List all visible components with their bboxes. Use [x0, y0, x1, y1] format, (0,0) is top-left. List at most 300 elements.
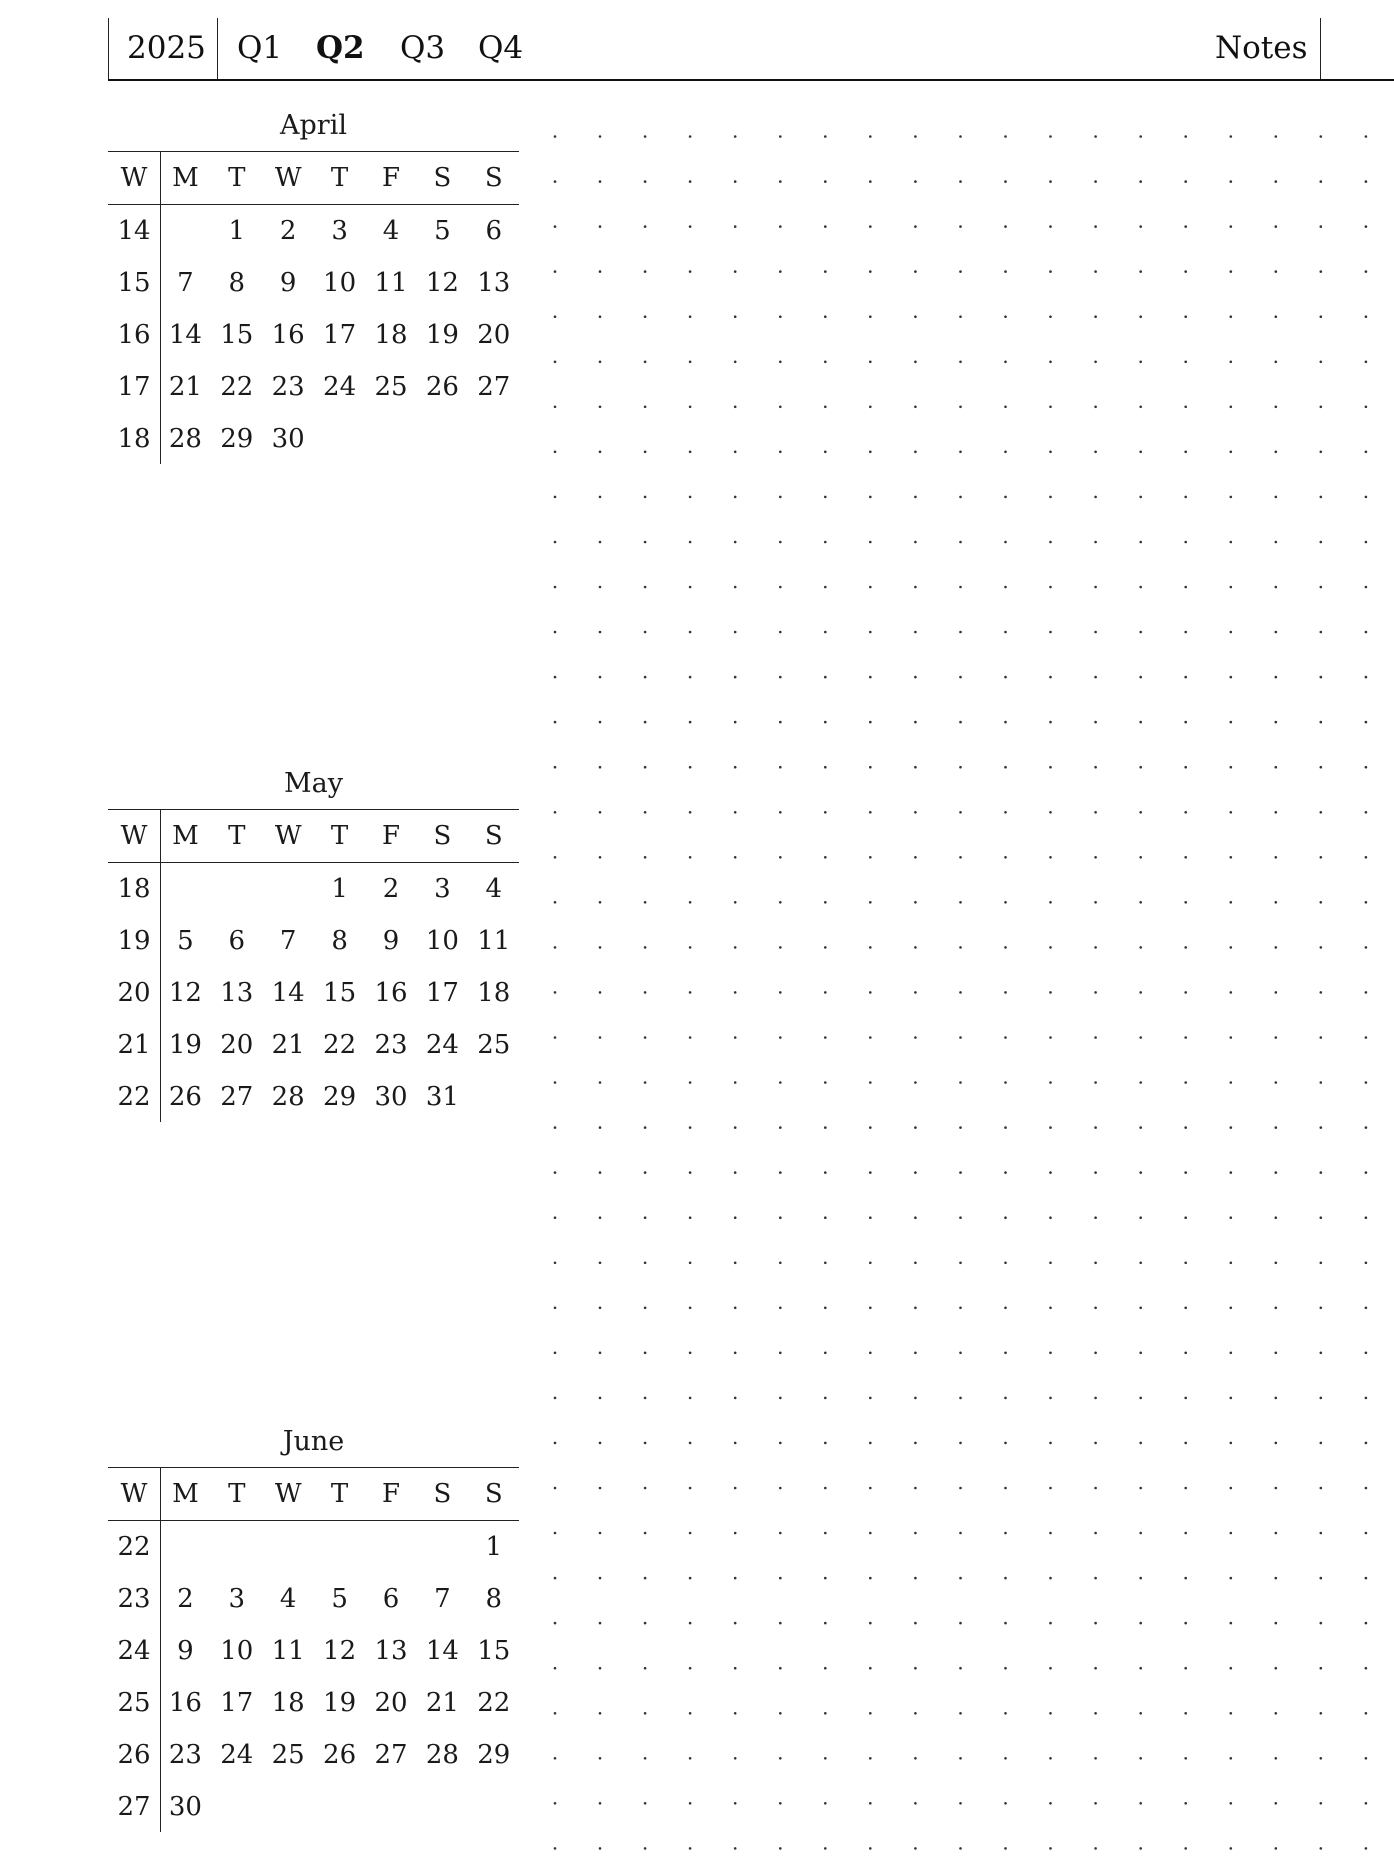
day-cell[interactable]: 25: [374, 372, 408, 402]
day-cell[interactable]: 20: [220, 1030, 254, 1060]
day-cell[interactable]: 23: [271, 372, 305, 402]
grid-dot: [1275, 1036, 1278, 1039]
grid-dot: [1275, 1307, 1278, 1310]
grid-dot: [869, 901, 872, 904]
day-cell[interactable]: 9: [177, 1636, 194, 1666]
day-cell[interactable]: 20: [374, 1688, 408, 1718]
day-cell[interactable]: 10: [323, 268, 357, 298]
grid-dot: [959, 180, 962, 183]
grid-dot: [689, 811, 692, 814]
grid-dot: [824, 811, 827, 814]
week-number[interactable]: 20: [117, 978, 151, 1008]
day-cell[interactable]: 28: [425, 1740, 459, 1770]
grid-dot: [1049, 1847, 1052, 1850]
grid-dot: [1094, 1126, 1097, 1129]
grid-dot: [1275, 1622, 1278, 1625]
grid-dot: [554, 1352, 557, 1355]
grid-dot: [1365, 1126, 1368, 1129]
day-cell[interactable]: 9: [279, 268, 297, 298]
grid-dot: [1094, 676, 1097, 679]
day-cell[interactable]: 29: [323, 1082, 357, 1112]
week-number[interactable]: 19: [117, 926, 151, 956]
grid-dot: [914, 496, 917, 499]
day-cell[interactable]: 5: [331, 1584, 348, 1614]
grid-dot: [914, 946, 917, 949]
grid-dot: [1049, 1397, 1052, 1400]
tab-q3[interactable]: Q3: [400, 30, 446, 66]
grid-dot: [1184, 1216, 1187, 1219]
grid-dot: [824, 315, 827, 318]
grid-dot: [1230, 135, 1233, 138]
grid-dot: [1320, 766, 1323, 769]
day-cell[interactable]: 30: [168, 1792, 202, 1822]
day-cell[interactable]: 18: [374, 320, 408, 350]
grid-dot: [914, 631, 917, 634]
day-cell[interactable]: 21: [425, 1688, 459, 1718]
grid-dot: [1275, 856, 1278, 859]
day-cell[interactable]: 17: [425, 978, 459, 1008]
day-cell[interactable]: 26: [168, 1082, 202, 1112]
day-cell[interactable]: 18: [477, 978, 511, 1008]
grid-dot: [1049, 1757, 1052, 1760]
week-number[interactable]: 17: [117, 372, 151, 402]
week-number[interactable]: 18: [117, 874, 151, 904]
grid-dot: [1184, 856, 1187, 859]
day-cell[interactable]: 31: [425, 1082, 459, 1112]
day-cell[interactable]: 2: [382, 874, 400, 904]
grid-dot: [1094, 766, 1097, 769]
week-number[interactable]: 15: [117, 268, 151, 298]
grid-dot: [1365, 586, 1368, 589]
weekday-header: W: [274, 821, 302, 851]
day-cell[interactable]: 15: [477, 1636, 511, 1666]
grid-dot: [734, 631, 737, 634]
grid-dot: [1004, 721, 1007, 724]
grid-dot: [1275, 901, 1278, 904]
grid-dot: [779, 541, 782, 544]
grid-dot: [824, 991, 827, 994]
grid-dot: [644, 1712, 647, 1715]
day-cell[interactable]: 23: [168, 1740, 202, 1770]
day-cell[interactable]: 5: [434, 216, 451, 246]
day-cell[interactable]: 3: [228, 1584, 246, 1614]
grid-dot: [689, 135, 692, 138]
grid-dot: [824, 1442, 827, 1445]
grid-dot: [554, 1307, 557, 1310]
grid-dot: [1184, 1802, 1187, 1805]
grid-dot: [1139, 135, 1142, 138]
empty-day-cell: [416, 413, 468, 465]
grid-dot: [1049, 541, 1052, 544]
grid-dot: [1275, 1081, 1278, 1084]
grid-dot: [1004, 1487, 1007, 1490]
grid-dot: [734, 1847, 737, 1850]
grid-dot: [1320, 1667, 1323, 1670]
day-cell[interactable]: 14: [168, 320, 202, 350]
day-cell[interactable]: 24: [220, 1740, 254, 1770]
grid-dot: [1275, 225, 1278, 228]
day-cell[interactable]: 25: [477, 1030, 511, 1060]
grid-dot: [1139, 856, 1142, 859]
notes-link[interactable]: Notes: [1215, 30, 1308, 66]
empty-day-cell: [262, 863, 314, 915]
grid-dot: [914, 721, 917, 724]
weekday-header: S: [433, 1479, 452, 1509]
grid-dot: [1004, 406, 1007, 409]
year-link[interactable]: 2025: [127, 30, 206, 66]
grid-dot: [1004, 811, 1007, 814]
day-cell[interactable]: 6: [228, 926, 246, 956]
tab-q4[interactable]: Q4: [478, 30, 524, 66]
day-cell[interactable]: 22: [477, 1688, 511, 1718]
day-cell[interactable]: 4: [279, 1584, 297, 1614]
grid-dot: [914, 1036, 917, 1039]
grid-dot: [1004, 496, 1007, 499]
grid-dot: [1004, 1036, 1007, 1039]
grid-dot: [1049, 856, 1052, 859]
grid-dot: [1230, 270, 1233, 273]
day-cell[interactable]: 11: [374, 268, 408, 298]
grid-dot: [1275, 541, 1278, 544]
grid-dot: [599, 315, 602, 318]
grid-dot: [1275, 1757, 1278, 1760]
day-cell[interactable]: 16: [374, 978, 408, 1008]
week-number[interactable]: 16: [117, 320, 151, 350]
day-cell[interactable]: 9: [382, 926, 400, 956]
grid-dot: [1320, 1622, 1323, 1625]
grid-dot: [689, 1622, 692, 1625]
grid-dot: [914, 1442, 917, 1445]
grid-dot: [779, 1487, 782, 1490]
grid-dot: [1275, 406, 1278, 409]
day-cell[interactable]: 24: [323, 372, 357, 402]
day-cell[interactable]: 8: [485, 1584, 503, 1614]
grid-dot: [959, 1622, 962, 1625]
day-cell[interactable]: 27: [220, 1082, 254, 1112]
month-title[interactable]: June: [282, 1426, 345, 1457]
day-cell[interactable]: 1: [228, 216, 246, 246]
grid-dot: [1365, 856, 1368, 859]
day-cell[interactable]: 1: [331, 874, 348, 904]
week-number[interactable]: 22: [117, 1532, 151, 1562]
day-cell[interactable]: 28: [168, 424, 202, 454]
day-cell[interactable]: 29: [477, 1740, 511, 1770]
day-cell[interactable]: 17: [220, 1688, 254, 1718]
grid-dot: [869, 1216, 872, 1219]
grid-dot: [599, 1126, 602, 1129]
grid-dot: [599, 901, 602, 904]
grid-dot: [1230, 315, 1233, 318]
grid-dot: [959, 135, 962, 138]
grid-dot: [1139, 541, 1142, 544]
grid-dot: [1365, 1081, 1368, 1084]
grid-dot: [1275, 1577, 1278, 1580]
grid-dot: [644, 1081, 647, 1084]
week-number[interactable]: 25: [117, 1688, 151, 1718]
day-cell[interactable]: 2: [279, 216, 297, 246]
day-cell[interactable]: 4: [485, 874, 503, 904]
week-number[interactable]: 21: [117, 1030, 151, 1060]
empty-day-cell: [211, 863, 263, 915]
week-number[interactable]: 22: [117, 1082, 151, 1112]
grid-dot: [1094, 315, 1097, 318]
grid-dot: [824, 1712, 827, 1715]
day-cell[interactable]: 7: [177, 268, 194, 298]
day-cell[interactable]: 11: [271, 1636, 305, 1666]
grid-dot: [1004, 1712, 1007, 1715]
grid-dot: [1320, 1847, 1323, 1850]
grid-dot: [1094, 135, 1097, 138]
weekday-header: W: [274, 163, 302, 193]
weekday-header: F: [381, 1479, 401, 1509]
grid-dot: [1184, 1397, 1187, 1400]
day-cell[interactable]: 24: [425, 1030, 459, 1060]
grid-dot: [779, 1081, 782, 1084]
grid-dot: [869, 1622, 872, 1625]
grid-dot: [599, 1442, 602, 1445]
grid-dot: [869, 270, 872, 273]
day-cell[interactable]: 19: [425, 320, 459, 350]
day-cell[interactable]: 22: [323, 1030, 357, 1060]
day-cell[interactable]: 19: [168, 1030, 202, 1060]
grid-dot: [779, 1712, 782, 1715]
grid-dot: [1004, 1757, 1007, 1760]
grid-dot: [824, 406, 827, 409]
grid-dot: [1320, 225, 1323, 228]
grid-dot: [824, 1126, 827, 1129]
grid-dot: [1275, 1397, 1278, 1400]
tab-q2[interactable]: Q2: [316, 30, 365, 66]
grid-dot: [1365, 1352, 1368, 1355]
day-cell[interactable]: 11: [477, 926, 511, 956]
day-cell[interactable]: 23: [374, 1030, 408, 1060]
week-number[interactable]: 26: [117, 1740, 151, 1770]
grid-dot: [914, 541, 917, 544]
grid-dot: [644, 946, 647, 949]
grid-dot: [824, 1622, 827, 1625]
week-row: [108, 1729, 519, 1781]
grid-dot: [1184, 496, 1187, 499]
grid-dot: [599, 135, 602, 138]
grid-dot: [914, 1577, 917, 1580]
grid-dot: [1049, 1532, 1052, 1535]
grid-dot: [1139, 721, 1142, 724]
day-cell[interactable]: 13: [220, 978, 254, 1008]
day-cell[interactable]: 30: [271, 424, 305, 454]
day-cell[interactable]: 30: [374, 1082, 408, 1112]
grid-dot: [734, 1667, 737, 1670]
grid-dot: [779, 1802, 782, 1805]
day-cell[interactable]: 12: [168, 978, 202, 1008]
grid-dot: [779, 766, 782, 769]
grid-dot: [599, 811, 602, 814]
grid-dot: [689, 361, 692, 364]
grid-dot: [599, 496, 602, 499]
tab-q1[interactable]: Q1: [237, 30, 283, 66]
day-cell[interactable]: 28: [271, 1082, 305, 1112]
grid-dot: [779, 1216, 782, 1219]
day-cell[interactable]: 3: [434, 874, 451, 904]
week-number[interactable]: 23: [117, 1584, 151, 1614]
day-cell[interactable]: 1: [485, 1532, 503, 1562]
grid-dot: [644, 225, 647, 228]
day-cell[interactable]: 25: [271, 1740, 305, 1770]
grid-dot: [644, 631, 647, 634]
grid-dot: [554, 1171, 557, 1174]
day-cell[interactable]: 27: [374, 1740, 408, 1770]
day-cell[interactable]: 27: [477, 372, 511, 402]
grid-dot: [1365, 901, 1368, 904]
grid-dot: [1320, 1171, 1323, 1174]
day-cell[interactable]: 21: [168, 372, 202, 402]
grid-dot: [1275, 676, 1278, 679]
month-title[interactable]: May: [284, 768, 343, 799]
grid-dot: [824, 1036, 827, 1039]
day-cell[interactable]: 7: [434, 1584, 451, 1614]
grid-dot: [824, 361, 827, 364]
week-row: [108, 1573, 519, 1625]
week-number[interactable]: 27: [117, 1792, 151, 1822]
grid-dot: [1275, 496, 1278, 499]
grid-dot: [824, 766, 827, 769]
grid-dot: [869, 1171, 872, 1174]
grid-dot: [689, 315, 692, 318]
grid-dot: [914, 1487, 917, 1490]
grid-dot: [1184, 721, 1187, 724]
grid-dot: [1139, 1352, 1142, 1355]
day-cell[interactable]: 16: [271, 320, 305, 350]
grid-dot: [914, 1216, 917, 1219]
day-cell[interactable]: 15: [323, 978, 357, 1008]
day-cell[interactable]: 6: [485, 216, 503, 246]
day-cell[interactable]: 12: [425, 268, 459, 298]
grid-dot: [1004, 766, 1007, 769]
day-cell[interactable]: 22: [220, 372, 254, 402]
week-row: [108, 361, 519, 413]
grid-dot: [734, 1532, 737, 1535]
grid-dot: [1365, 270, 1368, 273]
grid-dot: [644, 1036, 647, 1039]
week-number[interactable]: 18: [117, 424, 151, 454]
day-cell[interactable]: 15: [220, 320, 254, 350]
week-number[interactable]: 14: [117, 216, 151, 246]
grid-dot: [1365, 1847, 1368, 1850]
day-cell[interactable]: 3: [331, 216, 348, 246]
grid-dot: [1004, 946, 1007, 949]
day-cell[interactable]: 14: [271, 978, 305, 1008]
grid-dot: [1365, 1216, 1368, 1219]
grid-dot: [1184, 586, 1187, 589]
grid-dot: [1275, 1487, 1278, 1490]
grid-dot: [1184, 1126, 1187, 1129]
grid-dot: [959, 1081, 962, 1084]
grid-dot: [1139, 1397, 1142, 1400]
day-cell[interactable]: 16: [168, 1688, 202, 1718]
grid-dot: [959, 1171, 962, 1174]
grid-dot: [554, 451, 557, 454]
grid-dot: [1230, 1712, 1233, 1715]
grid-dot: [1230, 586, 1233, 589]
grid-dot: [824, 1216, 827, 1219]
empty-day-cell: [468, 1781, 520, 1833]
grid-dot: [644, 1262, 647, 1265]
grid-dot: [734, 225, 737, 228]
day-cell[interactable]: 19: [323, 1688, 357, 1718]
grid-dot: [1184, 1081, 1187, 1084]
grid-dot: [1320, 135, 1323, 138]
grid-dot: [959, 1126, 962, 1129]
day-cell[interactable]: 26: [323, 1740, 357, 1770]
grid-dot: [914, 1802, 917, 1805]
day-cell[interactable]: 17: [323, 320, 357, 350]
grid-dot: [1184, 1171, 1187, 1174]
grid-dot: [734, 856, 737, 859]
grid-dot: [1184, 406, 1187, 409]
day-cell[interactable]: 6: [382, 1584, 400, 1614]
day-cell[interactable]: 10: [220, 1636, 254, 1666]
grid-dot: [734, 766, 737, 769]
day-cell[interactable]: 8: [331, 926, 348, 956]
grid-dot: [644, 811, 647, 814]
grid-dot: [1184, 1757, 1187, 1760]
grid-dot: [599, 1307, 602, 1310]
grid-dot: [1184, 1712, 1187, 1715]
day-cell[interactable]: 13: [374, 1636, 408, 1666]
grid-dot: [1139, 1262, 1142, 1265]
grid-dot: [689, 451, 692, 454]
grid-dot: [1320, 1126, 1323, 1129]
grid-dot: [1275, 586, 1278, 589]
month-title[interactable]: April: [280, 110, 347, 141]
day-cell[interactable]: 12: [323, 1636, 357, 1666]
day-cell[interactable]: 5: [177, 926, 194, 956]
grid-dot: [1230, 721, 1233, 724]
day-cell[interactable]: 13: [477, 268, 511, 298]
grid-dot: [1320, 901, 1323, 904]
grid-dot: [824, 1487, 827, 1490]
day-cell[interactable]: 8: [228, 268, 246, 298]
grid-dot: [869, 541, 872, 544]
week-number[interactable]: 24: [117, 1636, 151, 1666]
day-cell[interactable]: 2: [177, 1584, 194, 1614]
day-cell[interactable]: 14: [425, 1636, 459, 1666]
grid-dot: [689, 991, 692, 994]
grid-dot: [914, 1397, 917, 1400]
grid-dot: [554, 676, 557, 679]
grid-dot: [1365, 225, 1368, 228]
empty-day-cell: [416, 1521, 468, 1573]
day-cell[interactable]: 21: [271, 1030, 305, 1060]
day-cell[interactable]: 7: [279, 926, 297, 956]
day-cell[interactable]: 18: [271, 1688, 305, 1718]
grid-dot: [689, 676, 692, 679]
grid-dot: [1139, 451, 1142, 454]
day-cell[interactable]: 20: [477, 320, 511, 350]
weekday-header: T: [228, 163, 246, 193]
grid-dot: [1184, 811, 1187, 814]
day-cell[interactable]: 29: [220, 424, 254, 454]
grid-dot: [554, 1622, 557, 1625]
grid-dot: [1049, 1126, 1052, 1129]
grid-dot: [1365, 991, 1368, 994]
day-cell[interactable]: 4: [382, 216, 400, 246]
day-cell[interactable]: 10: [425, 926, 459, 956]
grid-dot: [1049, 1171, 1052, 1174]
grid-dot: [1139, 1577, 1142, 1580]
day-cell[interactable]: 26: [425, 372, 459, 402]
weekday-header: M: [172, 163, 199, 193]
grid-dot: [1320, 541, 1323, 544]
